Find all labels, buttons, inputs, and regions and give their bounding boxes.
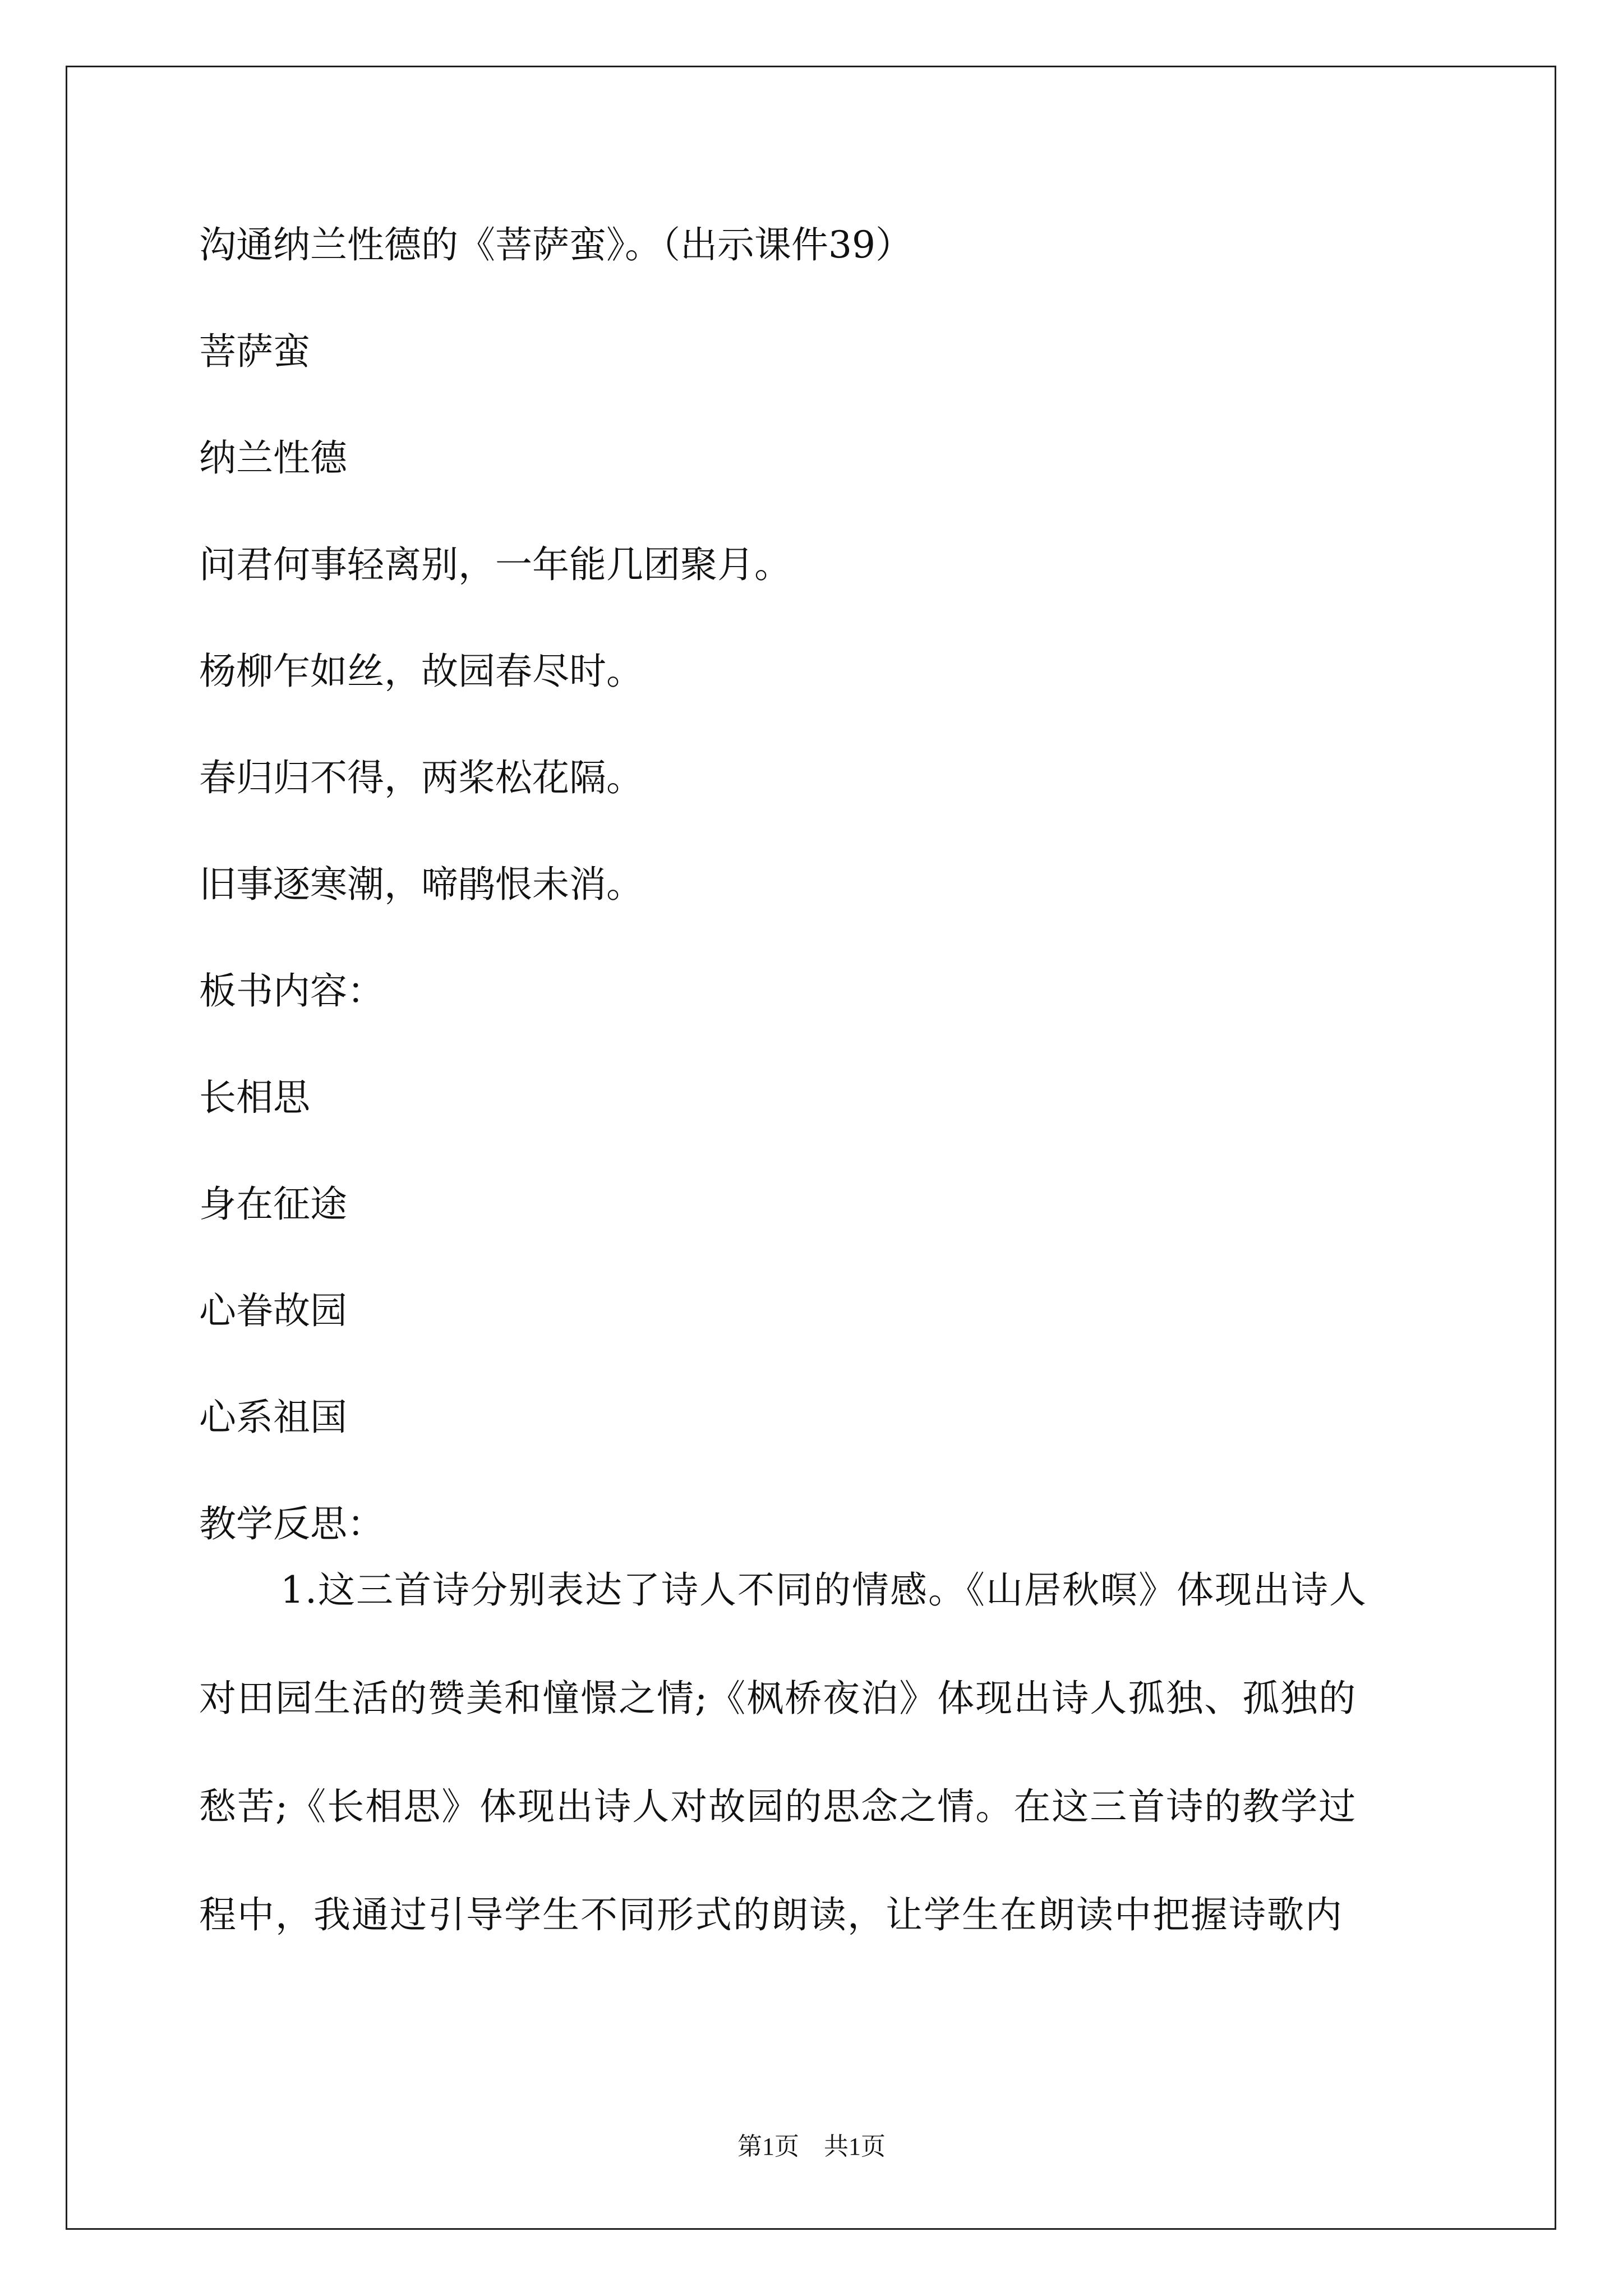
poem-line: 杨柳乍如丝，故园春尽时。 — [199, 650, 643, 693]
reflection-paragraph — [199, 1568, 1430, 2001]
paragraph-line: 对田园生活的赞美和憧憬之情;《枫桥夜泊》体现出诗人孤独、孤独的 — [199, 1677, 1357, 1720]
paragraph-line: 1.这三首诗分别表达了诗人不同的情感。《山居秋暝》体现出诗人 — [280, 1568, 1367, 1612]
paragraph-line: 程中，我通过引导学生不同形式的朗读，让学生在朗读中把握诗歌内 — [199, 1893, 1343, 1936]
poem-line: 问君何事轻离别，一年能几团聚月。 — [199, 543, 791, 586]
board-item: 心系祖国 — [199, 1396, 347, 1439]
poem-line: 旧事逐寒潮，啼鹃恨未消。 — [199, 863, 643, 906]
board-item: 身在征途 — [199, 1182, 347, 1226]
board-item: 心眷故园 — [199, 1289, 347, 1332]
board-item: 长相思 — [199, 1076, 310, 1119]
document-body — [199, 223, 1433, 1608]
paragraph-line: 愁苦;《长相思》体现出诗人对故园的思念之情。在这三首诗的教学过 — [199, 1785, 1357, 1828]
poem-line: 春归归不得，两桨松花隔。 — [199, 756, 643, 799]
text-line: 沟通纳兰性德的《菩萨蛮》。（出示课件39） — [199, 223, 912, 266]
poem-title: 菩萨蛮 — [199, 330, 310, 373]
page-footer: 第1页 共1页 — [737, 2133, 886, 2160]
section-heading: 教学反思： — [199, 1502, 384, 1545]
section-heading: 板书内容： — [199, 969, 384, 1013]
poem-author: 纳兰性德 — [199, 436, 347, 480]
